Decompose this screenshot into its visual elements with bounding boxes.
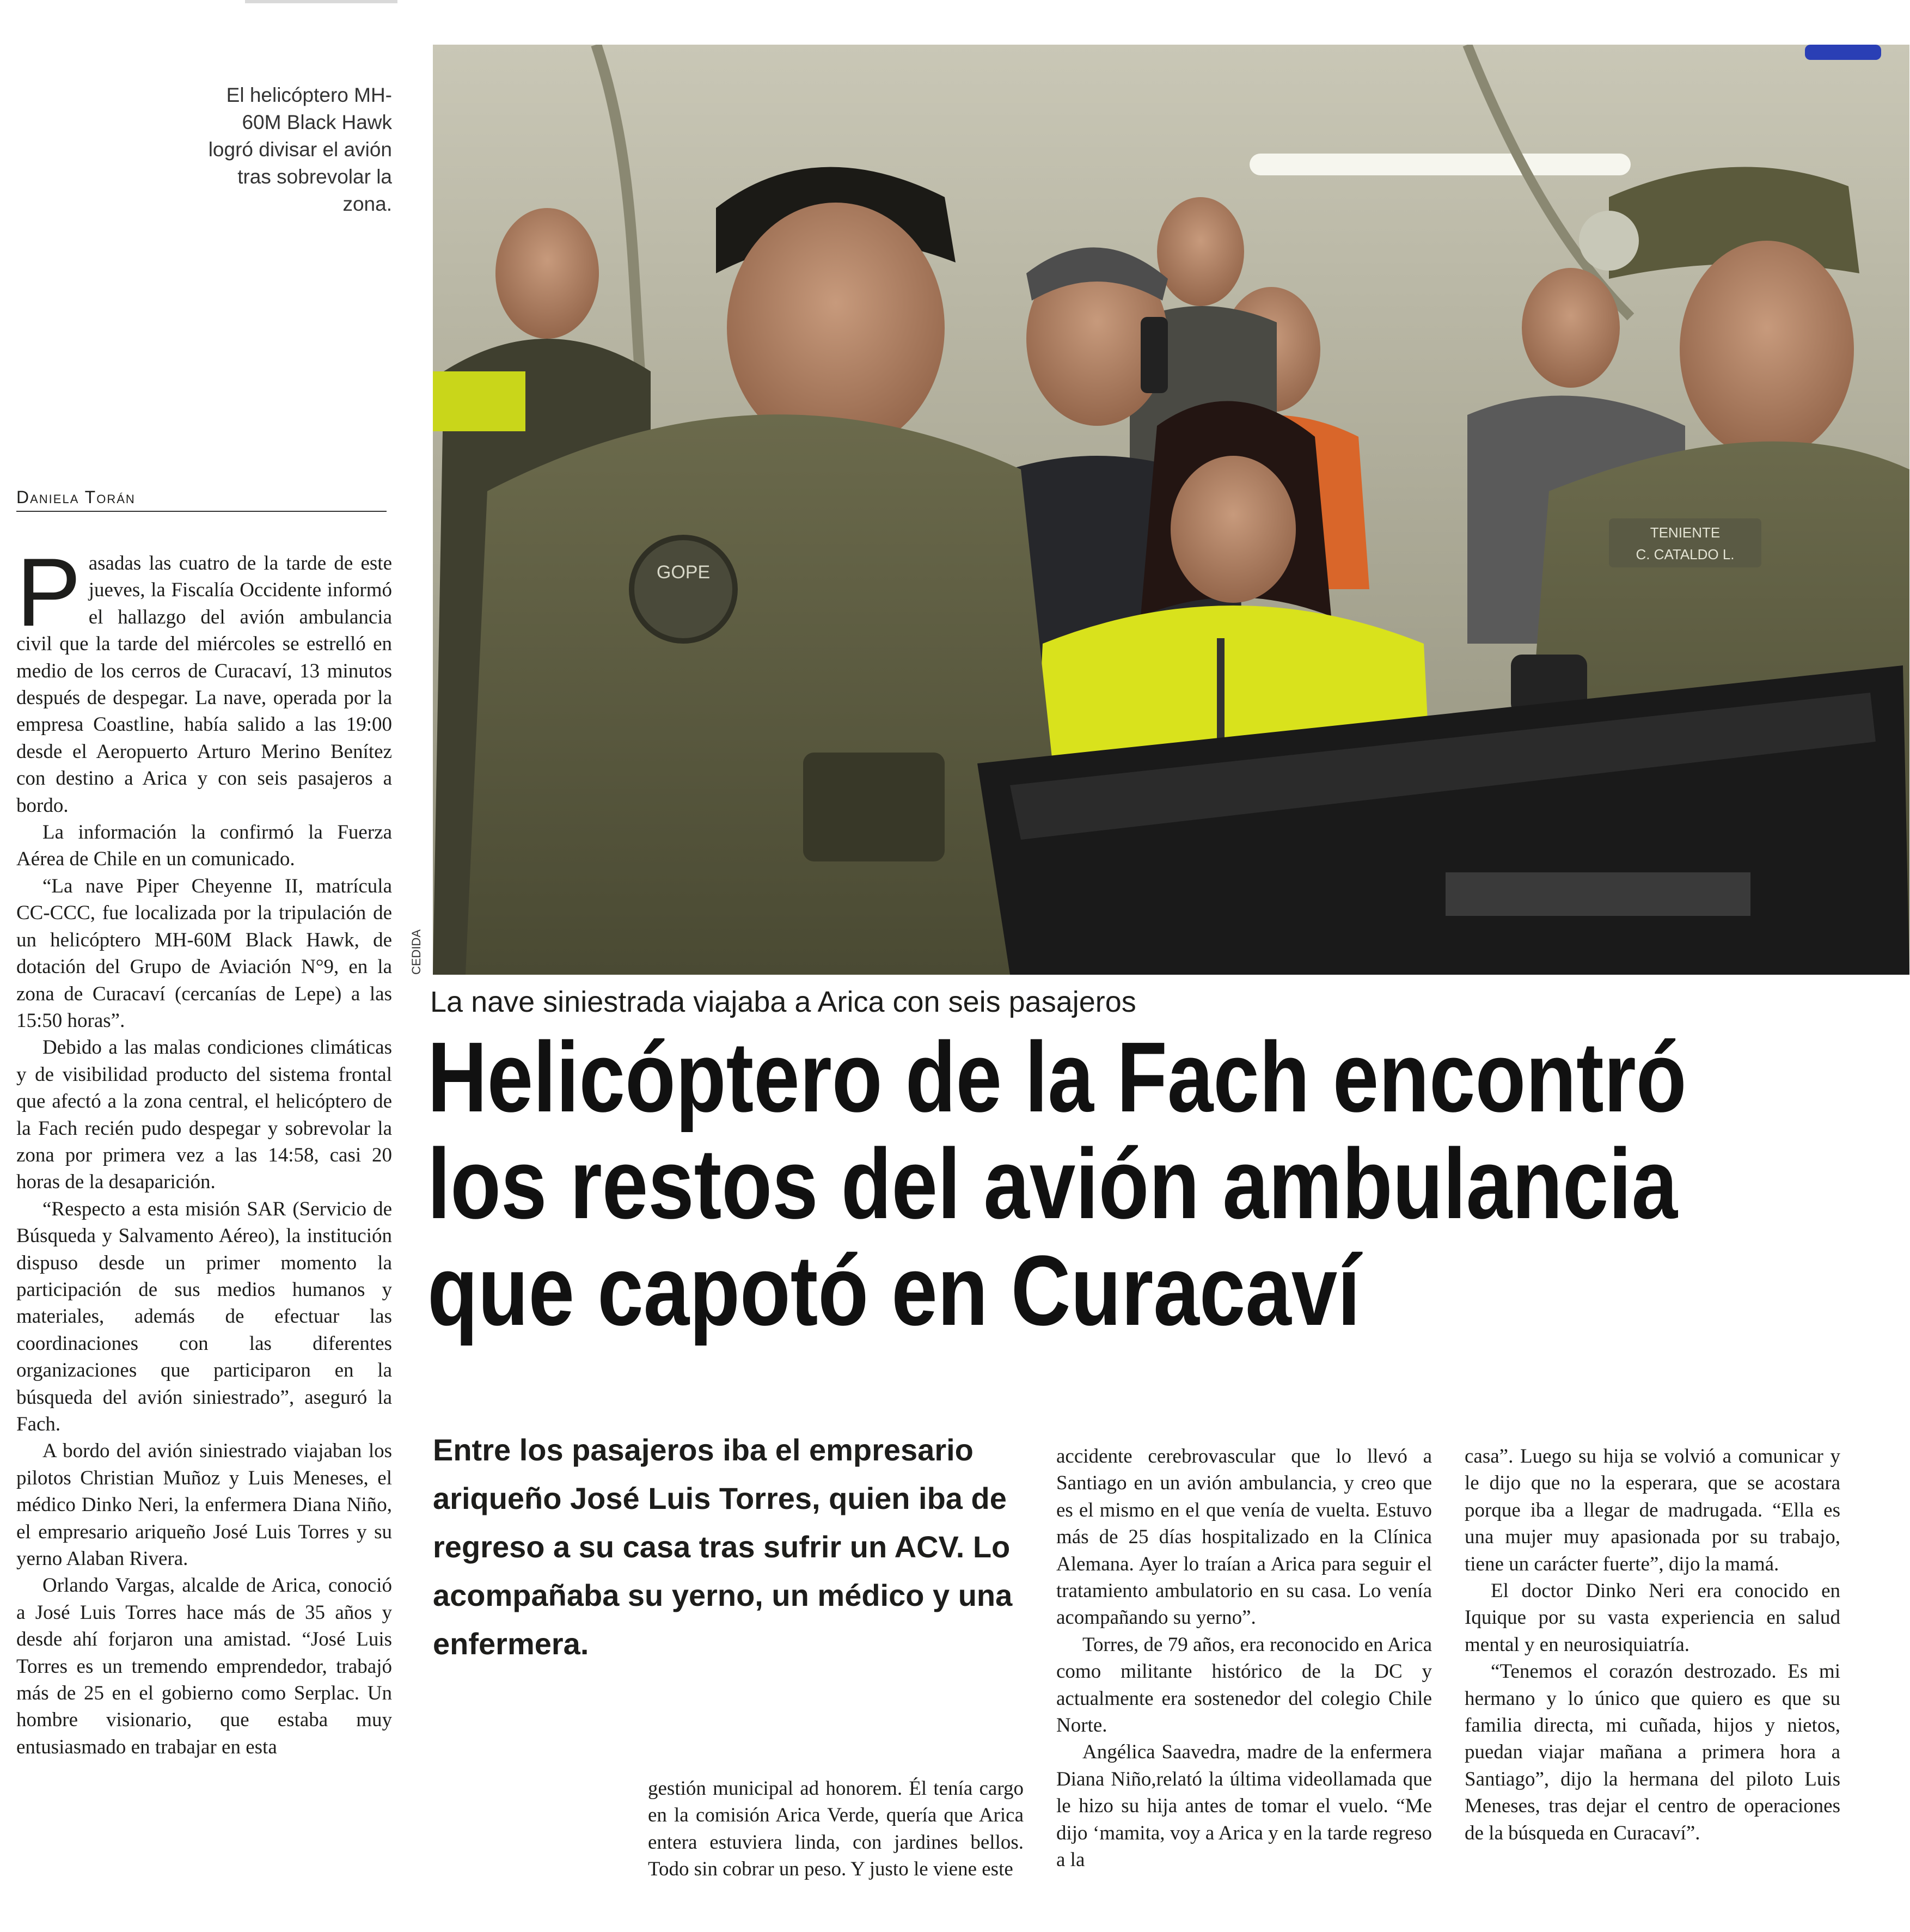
headline <box>427 1021 1687 1346</box>
paragraph: casa”. Luego su hija se volvió a comunicar y le dijo que no la esperara, que se acostara porque iba a llegar de madrugada. “Ella es una mujer muy apasionada por su trabajo, tiene un carácter fuerte”, dijo la mamá. <box>1465 1445 1840 1575</box>
paragraph: Angélica Saavedra, madre de la enfermera Diana Niño,relató la última videollamada que le hizo su hija antes de tomar el vuelo. “Me dijo ‘mamita, voy a Arica y en la tarde regreso a la <box>1056 1741 1432 1872</box>
paragraph: “Respecto a esta misión SAR (Servicio de Búsqueda y Salvamento Aéreo), la institución dispuso desde un primer momento la participación de sus medios humanos y materiales, además de efectuar las coordinaciones con las diferentes organizaciones que participaron en la búsqueda del avión siniestrado”, aseguró la Fach. <box>16 1197 392 1435</box>
article-column-2 <box>648 1775 1024 1883</box>
paragraph: La información la confirmó la Fuerza Aérea de Chile en un comunicado. <box>16 821 392 871</box>
headline-line-2: los restos del avión ambulancia <box>427 1128 1678 1239</box>
article-column-4 <box>1465 1443 1840 1847</box>
lede: Entre los pasajeros iba el empresario ariqueño José Luis Torres, quien iba de regreso a su casa tras sufrir un ACV. Lo acompañaba su yerno, un médico y una enfermera. <box>433 1433 1013 1661</box>
news-photo <box>433 45 1909 975</box>
photo-caption: El helicóptero MH-60M Black Hawk logró divisar el avión tras sobrevolar la zona. <box>208 84 392 215</box>
paragraph: Orlando Vargas, alcalde de Arica, conoció a José Luis Torres hace más de 35 años y desde ahí forjaron una amistad. “José Luis Torres es un tremendo emprendedor, trabajó más de 25 en el gobierno como Serplac. Un hombre visionario, que estaba muy entusiasmado en trabajar en esta <box>16 1574 392 1758</box>
byline: Daniela Torán <box>16 487 387 512</box>
rank-tag-text: TENIENTE <box>1650 524 1721 541</box>
photo-credit: CEDIDA <box>409 929 423 975</box>
headline-line-1: Helicóptero de la Fach encontró <box>427 1021 1687 1133</box>
paragraph: “La nave Piper Cheyenne II, matrícula CC-CCC, fue localizada por la tripulación de un helicóptero MH-60M Black Hawk, de dotación del Grupo de Aviación N°9, en la zona de Curacaví (cercanías de Lepe) a las 15:50 horas”. <box>16 875 392 1032</box>
tent-ceiling-light <box>1250 154 1631 175</box>
patch-gope-text: GOPE <box>656 562 711 583</box>
kicker: La nave siniestrada viajaba a Arica con seis pasajeros <box>430 986 1136 1018</box>
photo-illustration <box>433 45 1909 975</box>
name-tag-text: C. CATALDO L. <box>1636 546 1735 563</box>
headline-line-3: que capotó en Curacaví <box>427 1234 1361 1346</box>
article-column-1 <box>16 538 392 1760</box>
drop-cap: P <box>16 538 81 646</box>
paragraph: Torres, de 79 años, era reconocido en Arica como militante histórico de la DC y actualmente era sostenedor del colegio Chile Norte. <box>1056 1633 1432 1737</box>
paragraph: Debido a las malas condiciones climáticas y de visibilidad producto del sistema frontal que afectó a la zona central, el helicóptero de la Fach recién pudo despegar y sobrevolar la zona por primera vez a las 14:58, casi 20 horas de la desaparición. <box>16 1036 392 1194</box>
paragraph: asadas las cuatro de la tarde de este jueves, la Fiscalía Occidente informó el hallazgo del avión ambulancia civil que la tarde del miércoles se estrelló en medio de los cerros de Curacaví, 13 minutos después de despegar. La nave, operada por la empresa Coastline, había salido a las 19:00 desde el Aeropuerto Arturo Merino Benítez con destino a Arica y con seis pasajeros a bordo. <box>16 552 392 817</box>
top-rule <box>245 0 397 3</box>
paragraph: El doctor Dinko Neri era conocido en Iquique por su vasta experiencia en salud mental y en neurosiquiatría. <box>1465 1580 1840 1656</box>
paragraph: gestión municipal ad honorem. Él tenía cargo en la comisión Arica Verde, quería que Arica entera estuviera linda, con jardines bellos. Todo sin cobrar un peso. Y justo le viene este <box>648 1777 1024 1881</box>
paragraph: A bordo del avión siniestrado viajaban los pilotos Christian Muñoz y Luis Meneses, el médico Dinko Neri, la enfermera Diana Niño, el empresario ariqueño José Luis Torres y su yerno Alaban Rivera. <box>16 1440 392 1570</box>
paragraph: “Tenemos el corazón destrozado. Es mi hermano y lo único que quiero es que su familia directa, mi cuñada, hijos y nietos, puedan viajar mañana a primera hora a Santiago”, dijo la hermana del piloto Luis Meneses, tras dejar el centro de operaciones de la búsqueda en Curacaví”. <box>1465 1660 1840 1844</box>
corner-tab <box>1805 45 1881 60</box>
article-column-3 <box>1056 1443 1432 1874</box>
paragraph: accidente cerebrovascular que lo llevó a Santiago en un avión ambulancia, y creo que es el mismo en el que venía de vuelta. Estuvo más de 25 días hospitalizado en la Clínica Alemana. Ayer lo traían a Arica para seguir el tratamiento ambulatorio en su casa. Lo venía acompañando su yerno”. <box>1056 1445 1432 1629</box>
